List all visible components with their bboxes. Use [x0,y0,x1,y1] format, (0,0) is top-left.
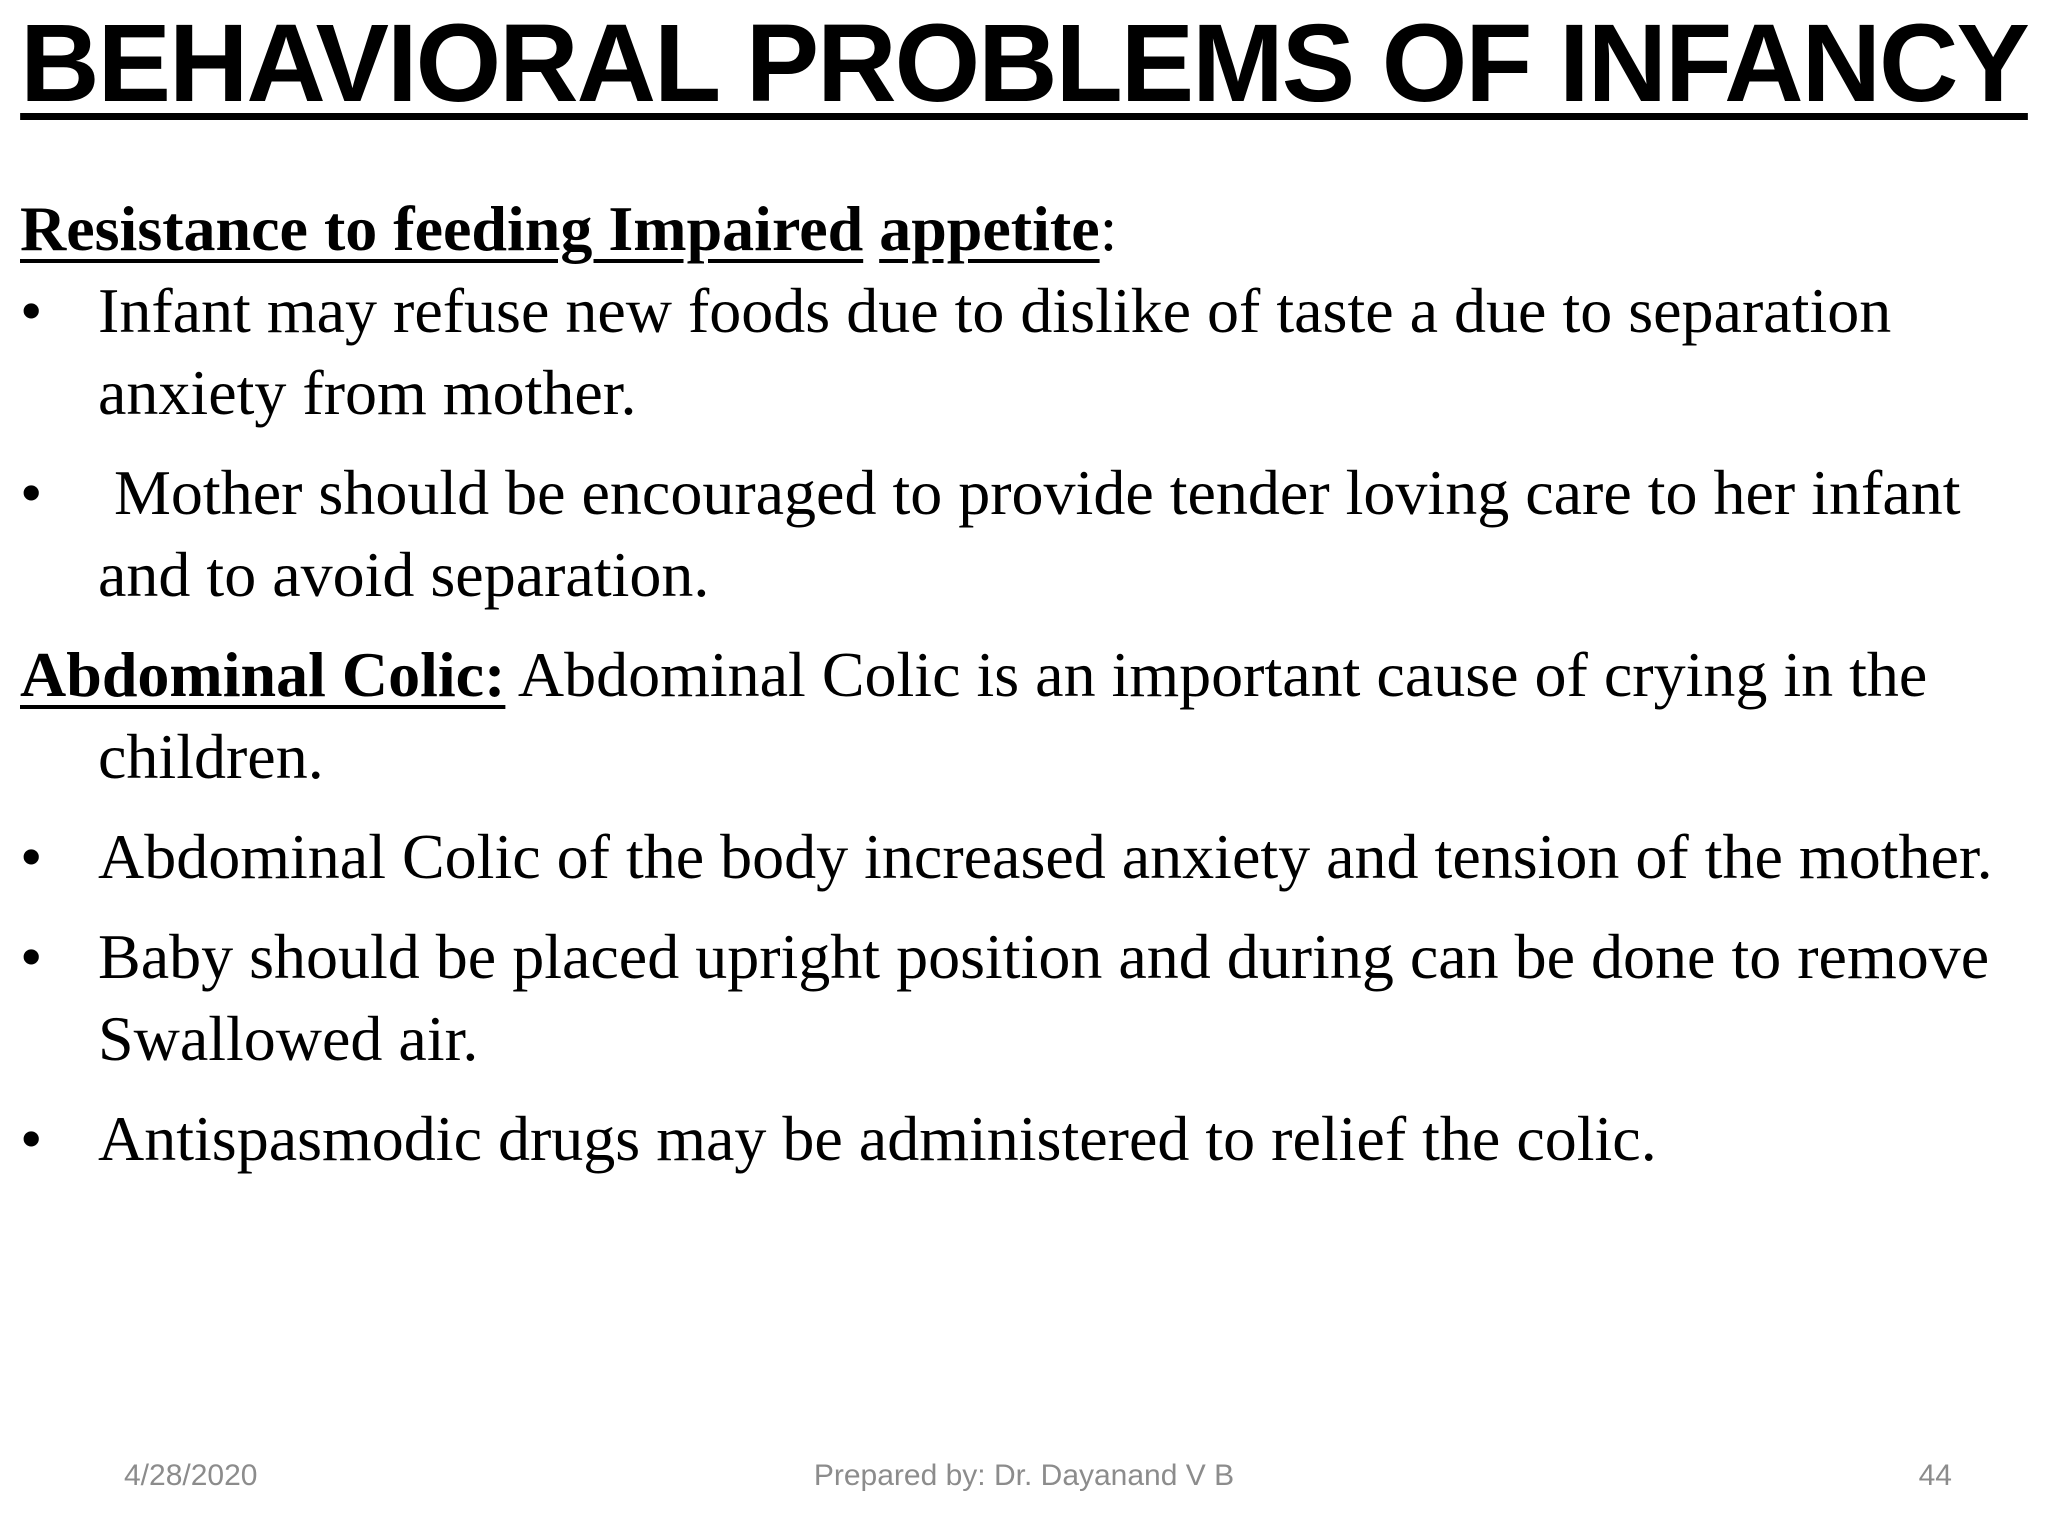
colic-bullet-list [20,816,2038,1180]
colic-intro: Abdominal Colic is an important cause of crying in the children. [98,639,1928,792]
bullet-text: Abdominal Colic of the body increased anxiety and tension of the mother. [98,821,1993,892]
heading-part-1: Resistance to feeding Impaired [20,193,864,264]
list-item [20,452,2038,616]
bullet-icon: • [20,275,43,346]
list-item [20,270,2038,434]
bullet-text: Baby should be placed upright position and during can be done to remove Swallowed air. [98,921,1990,1074]
list-item [20,916,2038,1080]
footer-author: Prepared by: Dr. Dayanand V B [813,1459,1235,1492]
feeding-bullet-list [20,270,2038,616]
bullet-icon: • [20,1103,43,1174]
footer-date: 4/28/2020 [124,1459,258,1492]
section-heading-colic [20,634,2038,798]
list-item [20,816,2038,898]
colic-heading: Abdominal Colic: [20,639,506,710]
list-item [20,1098,2038,1180]
bullet-text: Infant may refuse new foods due to dislike of taste a due to separation anxiety from mother. [98,275,1892,428]
heading-suffix: : [1099,193,1118,264]
slide-content [20,188,2038,1180]
page-number: 44 [1918,1459,1952,1492]
bullet-text: Antispasmodic drugs may be administered to relief the colic. [98,1103,1657,1174]
bullet-text: Mother should be encouraged to provide tender loving care to her infant and to avoid separation. [98,457,1977,610]
bullet-icon: • [20,921,43,992]
section-heading-feeding [20,188,2038,270]
slide-title-text: BEHAVIORAL PROBLEMS OF INFANCY [20,2,2028,125]
bullet-icon: • [20,821,43,892]
heading-part-2: appetite [879,193,1100,264]
slide-title [0,4,2048,124]
bullet-icon: • [20,457,43,528]
